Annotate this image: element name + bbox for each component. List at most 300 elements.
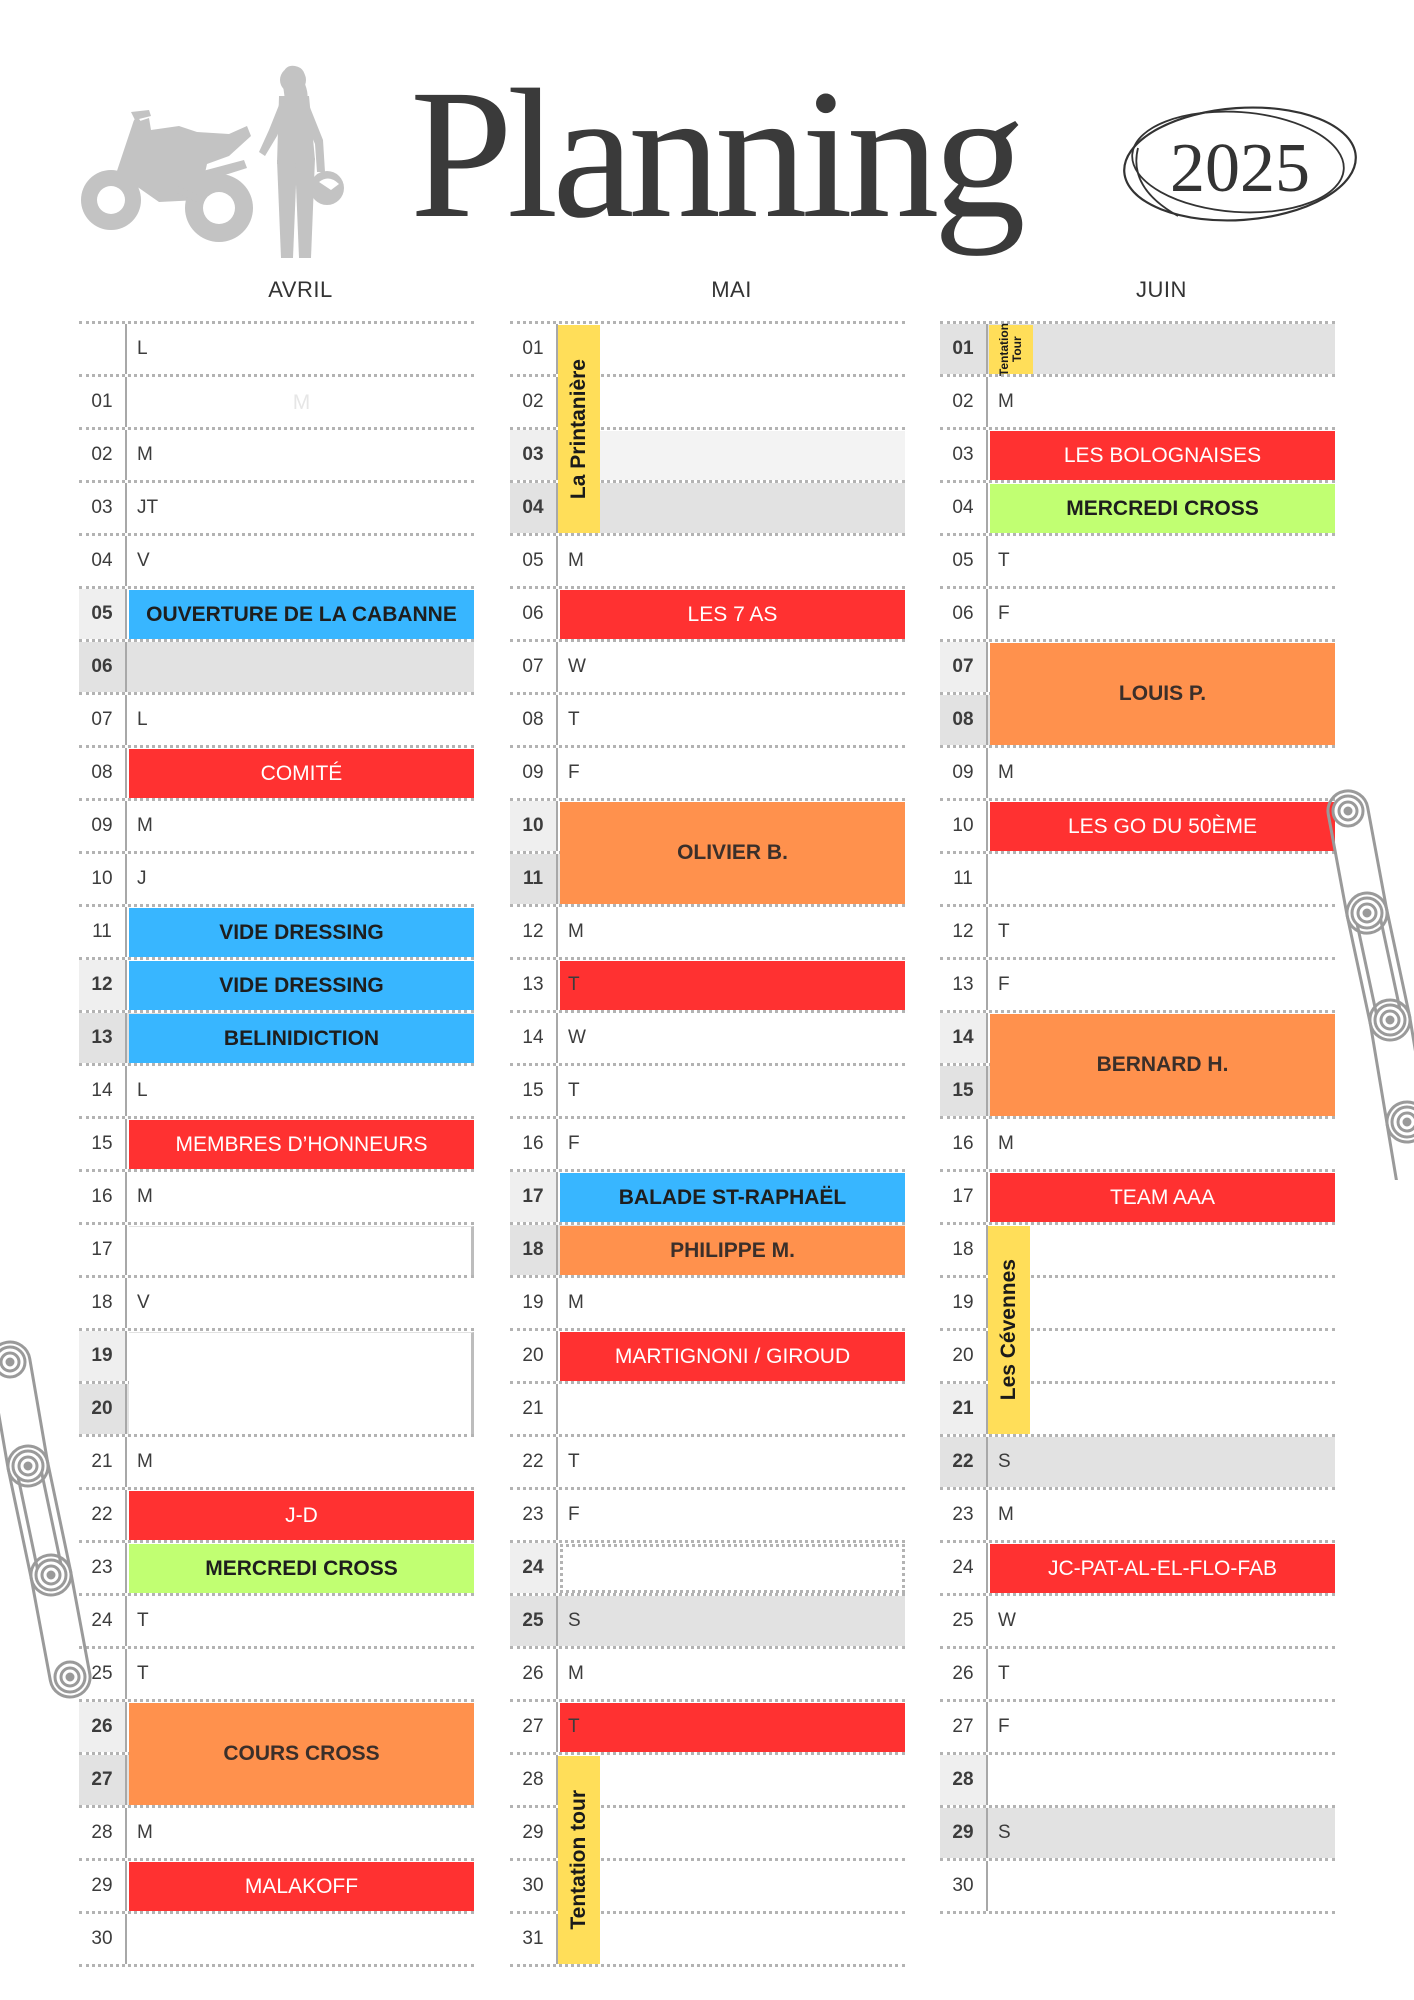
weekday-letter: M: [137, 444, 153, 465]
day-number: 06: [940, 589, 988, 639]
day-row: [510, 748, 905, 801]
day-row: [79, 324, 474, 377]
day-row: [79, 854, 474, 907]
day-number: 08: [510, 695, 558, 745]
month-column: [940, 272, 1335, 1914]
day-cell: [988, 1384, 1335, 1434]
day-number: 30: [510, 1861, 558, 1911]
weekday-letter: W: [568, 656, 586, 677]
day-number: 08: [79, 748, 127, 798]
day-number: 21: [940, 1384, 988, 1434]
day-number: 18: [79, 1278, 127, 1328]
month-column: [510, 272, 905, 1967]
day-number: 15: [79, 1119, 127, 1169]
event-label: LES BOLOGNAISES: [1063, 443, 1262, 467]
day-cell: [988, 854, 1335, 904]
day-number: 11: [940, 854, 988, 904]
day-number: 16: [79, 1172, 127, 1222]
weekday-letter: T: [568, 709, 580, 730]
day-cell: [558, 907, 905, 957]
day-number: 29: [510, 1808, 558, 1858]
day-number: 04: [79, 536, 127, 586]
day-number: 10: [510, 801, 558, 851]
day-cell: [558, 1861, 905, 1911]
day-row: [940, 1596, 1335, 1649]
day-number: 03: [940, 430, 988, 480]
motorcycle-rider-logo: [79, 60, 351, 264]
event-label: La Printanière: [567, 358, 590, 500]
day-row: [940, 854, 1335, 907]
day-row: [940, 748, 1335, 801]
day-number: 10: [940, 801, 988, 851]
month-header: AVRIL: [268, 277, 333, 302]
day-row: [940, 589, 1335, 642]
day-number: 04: [940, 483, 988, 533]
day-row: [510, 1066, 905, 1119]
day-number: 07: [510, 642, 558, 692]
day-cell: [558, 1278, 905, 1328]
event-label: VIDE DRESSING: [219, 973, 384, 997]
day-number: 02: [940, 377, 988, 427]
day-cell: [988, 907, 1335, 957]
event-bar: [560, 1544, 905, 1593]
day-cell: [127, 1172, 474, 1222]
day-cell: [127, 1066, 474, 1116]
event-bar: [990, 1544, 1335, 1593]
day-cell: [988, 1490, 1335, 1540]
day-row: [79, 642, 474, 695]
event-label: Les Cévennes: [997, 1259, 1020, 1401]
day-number: 02: [79, 430, 127, 480]
event-bar: [990, 1173, 1335, 1222]
day-cell: [558, 1808, 905, 1858]
day-cell: [988, 1278, 1335, 1328]
day-cell: [127, 1808, 474, 1858]
day-number: 22: [510, 1437, 558, 1487]
month-days: [940, 321, 1335, 1914]
day-number: 25: [940, 1596, 988, 1646]
day-cell: [127, 1596, 474, 1646]
event-vertical-banner: [988, 1226, 1030, 1434]
weekday-letter: F: [998, 974, 1010, 995]
day-cell: [558, 483, 905, 533]
weekday-letter: L: [137, 1080, 148, 1101]
weekday-letter: W: [568, 1027, 586, 1048]
month-days: [510, 321, 905, 1967]
month-header: JUIN: [1136, 277, 1187, 302]
day-number: 27: [940, 1702, 988, 1752]
day-row: [510, 1013, 905, 1066]
weekday-letter: F: [568, 1504, 580, 1525]
event-bar: [129, 1332, 474, 1434]
event-bar: [990, 484, 1335, 533]
day-number: 06: [79, 642, 127, 692]
day-cell: [558, 695, 905, 745]
day-number: 25: [510, 1596, 558, 1646]
day-number: 20: [940, 1331, 988, 1381]
weekday-letter: M: [137, 1451, 153, 1472]
day-number: 28: [940, 1755, 988, 1805]
day-cell: [988, 960, 1335, 1010]
day-row: [940, 1437, 1335, 1490]
event-bar: [990, 802, 1335, 851]
day-number: 17: [79, 1225, 127, 1275]
event-label: COMITÉ: [260, 761, 343, 785]
day-number: 19: [510, 1278, 558, 1328]
day-number: 19: [940, 1278, 988, 1328]
day-row: [510, 695, 905, 748]
day-row: [940, 1861, 1335, 1914]
day-row: [79, 536, 474, 589]
day-cell: [558, 642, 905, 692]
day-number: 13: [940, 960, 988, 1010]
day-row: [510, 1490, 905, 1543]
day-row: [79, 1596, 474, 1649]
weekday-letter: W: [998, 1610, 1016, 1631]
day-cell: [127, 1649, 474, 1699]
month-column: [79, 272, 474, 1967]
event-bar: [990, 1014, 1335, 1116]
day-number: 03: [79, 483, 127, 533]
event-bar: [129, 1120, 474, 1169]
weekday-letter: F: [998, 1716, 1010, 1737]
event-label: MARTIGNONI / GIROUD: [614, 1344, 851, 1368]
day-number: 01: [940, 324, 988, 374]
day-number: 14: [79, 1066, 127, 1116]
day-cell: [558, 1013, 905, 1063]
day-cell: [558, 748, 905, 798]
day-cell: [127, 854, 474, 904]
day-cell: [127, 1914, 474, 1964]
day-cell: [558, 1755, 905, 1805]
event-label: TEAM AAA: [1109, 1185, 1216, 1209]
day-cell: [988, 377, 1335, 427]
event-vertical-banner: [558, 1756, 600, 1964]
day-number: 27: [510, 1702, 558, 1752]
year-label: 2025: [1170, 130, 1310, 207]
day-row: [79, 430, 474, 483]
event-bar: [129, 1226, 474, 1275]
day-number: 07: [79, 695, 127, 745]
event-label: Tentation Tour: [997, 322, 1024, 377]
day-number: 22: [940, 1437, 988, 1487]
day-number: 28: [79, 1808, 127, 1858]
day-number: 24: [940, 1543, 988, 1593]
event-bar: [129, 1491, 474, 1540]
month-header: MAI: [711, 277, 752, 302]
day-cell: [988, 322, 1335, 377]
day-row: [79, 695, 474, 748]
day-cell: [127, 695, 474, 745]
day-number: 23: [79, 1543, 127, 1593]
day-row: [940, 1702, 1335, 1755]
event-label: LES GO DU 50ÈME: [1067, 814, 1258, 838]
month-days: [79, 321, 474, 1967]
weekday-letter: J: [137, 868, 147, 889]
weekday-letter: S: [568, 1610, 581, 1631]
day-number: 12: [510, 907, 558, 957]
day-number: 26: [510, 1649, 558, 1699]
event-label: OUVERTURE DE LA CABANNE: [146, 602, 457, 626]
day-row: [940, 960, 1335, 1013]
day-cell: [988, 1808, 1335, 1858]
day-number: 08: [940, 695, 988, 745]
day-row: [79, 1914, 474, 1967]
event-label: JC-PAT-AL-EL-FLO-FAB: [1047, 1556, 1278, 1580]
day-row: [940, 1755, 1335, 1808]
weekday-letter: T: [568, 1080, 580, 1101]
weekday-letter: T: [998, 550, 1010, 571]
day-number: 09: [510, 748, 558, 798]
day-cell: [558, 1437, 905, 1487]
event-bar: [129, 378, 474, 427]
event-label: OLIVIER B.: [677, 841, 788, 864]
weekday-letter: M: [568, 1292, 584, 1313]
day-number: 04: [510, 483, 558, 533]
day-number: 22: [79, 1490, 127, 1540]
day-row: [510, 1119, 905, 1172]
weekday-letter: L: [137, 338, 148, 359]
day-cell: [988, 1596, 1335, 1646]
day-cell: [988, 1437, 1335, 1487]
day-number: 11: [79, 907, 127, 957]
day-cell: [127, 430, 474, 480]
event-bar: [560, 1226, 905, 1275]
day-number: 26: [79, 1702, 127, 1752]
event-label: BERNARD H.: [1096, 1053, 1229, 1076]
event-bar: [990, 643, 1335, 745]
day-cell: [558, 1914, 905, 1964]
day-row: [940, 907, 1335, 960]
day-cell: [988, 1861, 1335, 1911]
day-cell: [127, 483, 474, 533]
day-number: 24: [510, 1543, 558, 1593]
day-number: 11: [510, 854, 558, 904]
day-number: 05: [79, 589, 127, 639]
weekday-letter: M: [568, 1663, 584, 1684]
event-label: COURS CROSS: [223, 1742, 380, 1765]
day-number: 29: [940, 1808, 988, 1858]
event-label: BALADE ST-RAPHAËL: [618, 1185, 847, 1209]
day-row: [510, 536, 905, 589]
weekday-letter: S: [998, 1451, 1011, 1472]
day-cell: [988, 1119, 1335, 1169]
event-label: Tentation tour: [567, 1790, 590, 1930]
day-number: 28: [510, 1755, 558, 1805]
day-number: 20: [79, 1384, 127, 1434]
day-cell: [988, 1702, 1335, 1752]
event-bar: [129, 1544, 474, 1593]
day-number: 10: [79, 854, 127, 904]
day-number: 19: [79, 1331, 127, 1381]
day-number: 01: [510, 324, 558, 374]
day-number: 15: [940, 1066, 988, 1116]
day-row: [510, 1649, 905, 1702]
day-number: 17: [510, 1172, 558, 1222]
day-number: 23: [510, 1490, 558, 1540]
day-cell: [558, 324, 905, 374]
weekday-letter: JT: [137, 497, 159, 518]
day-number: 27: [79, 1755, 127, 1805]
weekday-letter: V: [137, 1292, 150, 1313]
weekday-letter: S: [998, 1822, 1011, 1843]
event-bar: [560, 802, 905, 904]
day-number: 09: [940, 748, 988, 798]
event-bar: [129, 1862, 474, 1911]
day-row: [79, 801, 474, 854]
day-cell: [127, 1437, 474, 1487]
event-bar: [560, 1332, 905, 1381]
day-row: [79, 1066, 474, 1119]
day-number: 16: [940, 1119, 988, 1169]
weekday-letter: F: [568, 762, 580, 783]
weekday-letter: M: [998, 762, 1014, 783]
day-row: [940, 1649, 1335, 1702]
weekday-letter: T: [998, 1663, 1010, 1684]
day-cell: [988, 536, 1335, 586]
weekday-letter: M: [998, 1504, 1014, 1525]
day-cell: [558, 1649, 905, 1699]
day-cell: [988, 1225, 1335, 1275]
day-cell: [127, 1278, 474, 1328]
event-bar: [560, 1173, 905, 1222]
event-bar: [129, 749, 474, 798]
day-row: [510, 1437, 905, 1490]
weekday-letter: F: [998, 603, 1010, 624]
day-number: 02: [510, 377, 558, 427]
event-label: LOUIS P.: [1118, 682, 1207, 705]
day-row: [510, 1278, 905, 1331]
event-bar: [560, 1703, 905, 1752]
day-number: 30: [940, 1861, 988, 1911]
event-label: J-D: [285, 1503, 318, 1527]
day-cell: [558, 536, 905, 586]
day-row: [940, 1490, 1335, 1543]
day-cell: [127, 642, 474, 692]
day-cell: [558, 1596, 905, 1646]
day-number: 05: [940, 536, 988, 586]
page-title: Planning: [410, 52, 1020, 257]
day-number: 18: [510, 1225, 558, 1275]
weekday-letter: M: [568, 921, 584, 942]
day-cell: [988, 1331, 1335, 1381]
weekday-letter: T: [568, 1716, 580, 1737]
day-number: 17: [940, 1172, 988, 1222]
day-row: [79, 1808, 474, 1861]
day-row: [79, 1649, 474, 1702]
weekday-letter: T: [568, 1451, 580, 1472]
event-bar: [129, 590, 474, 639]
event-label: MEMBRES D’HONNEURS: [175, 1132, 428, 1156]
weekday-letter: M: [998, 1133, 1014, 1154]
day-cell: [127, 324, 474, 374]
event-bar: [990, 431, 1335, 480]
event-vertical-banner: [558, 325, 600, 533]
day-row: [510, 642, 905, 695]
day-cell: [558, 1384, 905, 1434]
day-number: [79, 324, 127, 374]
event-vertical-banner: [989, 322, 1033, 377]
day-number: 21: [79, 1437, 127, 1487]
day-cell: [127, 536, 474, 586]
weekday-letter: M: [998, 391, 1014, 412]
weekday-letter: M: [137, 815, 153, 836]
day-row: [79, 1437, 474, 1490]
day-number: 07: [940, 642, 988, 692]
day-number: 24: [79, 1596, 127, 1646]
day-cell: [558, 377, 905, 427]
day-row: [510, 1596, 905, 1649]
day-cell: [558, 1066, 905, 1116]
event-label: M: [292, 390, 311, 414]
day-number: 31: [510, 1914, 558, 1964]
day-row: [940, 377, 1335, 430]
day-row: [940, 1808, 1335, 1861]
day-number: 16: [510, 1119, 558, 1169]
event-label: MERCREDI CROSS: [205, 1556, 398, 1580]
event-label: PHILIPPE M.: [670, 1238, 795, 1262]
weekday-letter: T: [137, 1610, 149, 1631]
day-number: 13: [510, 960, 558, 1010]
day-number: 12: [940, 907, 988, 957]
event-bar: [129, 908, 474, 957]
event-label: BELINIDICTION: [223, 1026, 380, 1050]
day-row: [510, 1384, 905, 1437]
day-number: 15: [510, 1066, 558, 1116]
day-cell: [988, 748, 1335, 798]
day-row: [79, 483, 474, 536]
day-cell: [988, 589, 1335, 639]
weekday-letter: V: [137, 550, 150, 571]
weekday-letter: M: [568, 550, 584, 571]
weekday-letter: M: [137, 1186, 153, 1207]
weekday-letter: T: [568, 974, 580, 995]
weekday-letter: T: [998, 921, 1010, 942]
event-bar: [129, 1703, 474, 1805]
day-number: 06: [510, 589, 558, 639]
day-number: 09: [79, 801, 127, 851]
event-label: MALAKOFF: [244, 1874, 359, 1898]
day-number: 13: [79, 1013, 127, 1063]
day-cell: [988, 1755, 1335, 1805]
event-bar: [560, 431, 905, 480]
day-number: 29: [79, 1861, 127, 1911]
year-badge: [1118, 88, 1363, 238]
day-row: [510, 907, 905, 960]
day-number: 20: [510, 1331, 558, 1381]
day-cell: [558, 1490, 905, 1540]
event-label: LES 7 AS: [687, 602, 778, 626]
day-row: [79, 1172, 474, 1225]
day-number: 23: [940, 1490, 988, 1540]
event-label: MERCREDI CROSS: [1066, 496, 1259, 520]
day-number: 03: [510, 430, 558, 480]
weekday-letter: M: [137, 1822, 153, 1843]
event-label: VIDE DRESSING: [219, 920, 384, 944]
day-cell: [988, 1649, 1335, 1699]
weekday-letter: F: [568, 1133, 580, 1154]
day-number: 14: [510, 1013, 558, 1063]
day-number: 26: [940, 1649, 988, 1699]
event-bar: [129, 961, 474, 1010]
day-number: 25: [79, 1649, 127, 1699]
day-number: 12: [79, 960, 127, 1010]
event-bar: [560, 590, 905, 639]
weekday-letter: T: [137, 1663, 149, 1684]
event-bar: [129, 1014, 474, 1063]
day-number: 01: [79, 377, 127, 427]
event-bar: [560, 961, 905, 1010]
